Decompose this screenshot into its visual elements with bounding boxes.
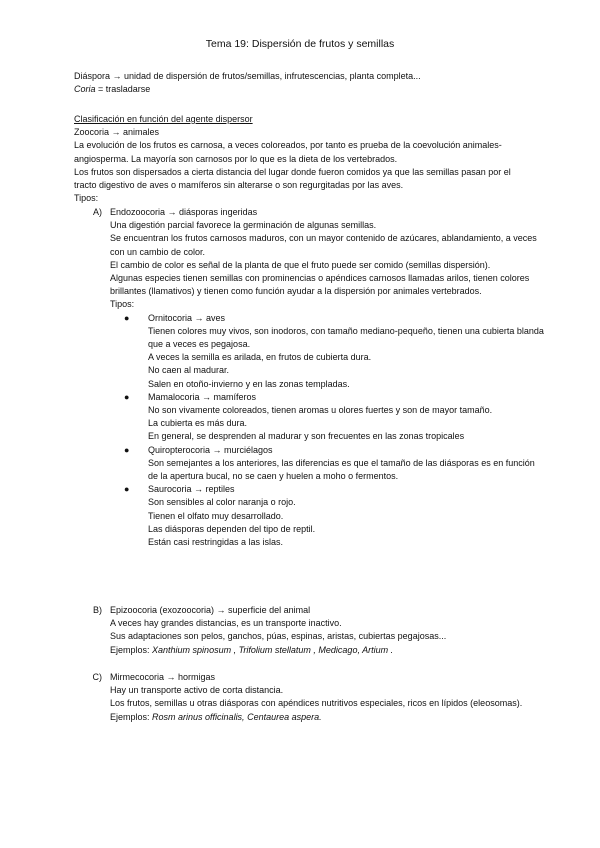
classification-heading: Clasificación en función del agente dispersor [74,114,253,124]
bullet-icon: ● [124,312,130,323]
examples-species: Xanthium spinosum , Trifolium stellatum , Medicago, Artium . [152,644,394,655]
section-b-examples [110,644,544,657]
bullet-icon: ● [124,484,130,495]
bullet-icon: ● [124,444,130,455]
bullet-quiropterocoria [110,444,544,484]
saurocoria-heading: Saurocoria → reptiles [148,484,235,495]
bullet-saurocoria [110,483,544,549]
bullet-mamalocoria [110,391,544,444]
saurocoria-line-2: Tienen el olfato muy desarrollado. [148,510,284,521]
saurocoria-line-4: Están casi restringidas a las islas. [148,537,284,548]
section-c-heading: Mirmecocoria → hormigas [110,672,216,682]
examples-label: Ejemplos: [110,644,153,655]
section-a-line-3: El cambio de color es señal de la planta de que el fruto puede ser comido (semillas dispersión). [110,259,491,270]
quiropterocoria-heading: Quiropterocoria → murciélagos [148,444,273,455]
classification-block [74,113,534,205]
ornitocoria-line-3: No caen al madurar. [148,365,230,376]
section-a-line-1: Una digestión parcial favorece la germinación de algunas semillas. [110,220,377,231]
intro-block [74,70,534,96]
section-b-line-2: Sus adaptaciones son pelos, ganchos, púas, espinas, aristas, cubiertas pegajosas... [110,631,447,642]
mamalocoria-line-3: En general, se desprenden al madurar y son frecuentes en las zonas tropicales [148,431,465,442]
section-c-letter: C) [92,672,102,682]
section-a [74,206,544,549]
coria-meaning: = trasladarse [95,84,151,95]
saurocoria-line-1: Son sensibles al color naranja o rojo. [148,497,296,508]
mamalocoria-line-2: La cubierta es más dura. [148,418,248,429]
section-b [74,604,544,657]
section-c-line-1: Hay un transporte activo de corta distancia. [110,685,284,696]
mamalocoria-heading: Mamalocoria → mamíferos [148,391,257,402]
section-c-line-2: Los frutos, semillas u otras diásporas con apéndices nutritivos especiales, ricos en lípidos (eleosomas). [110,698,523,709]
coria-definition [74,83,534,96]
mamalocoria-line-1: No son vivamente coloreados, tienen aromas u olores fuertes y son de mayor tamaño. [148,405,493,416]
section-a-tipos: Tipos: [110,299,135,310]
section-a-heading: Endozoocoria → diásporas ingeridas [110,207,258,217]
saurocoria-line-3: Las diásporas dependen del tipo de reptil. [148,523,316,534]
examples-label: Ejemplos: [110,711,153,722]
bullet-icon: ● [124,391,130,402]
ornitocoria-line-2: A veces la semilla es arilada, en frutos de cubierta dura. [148,352,372,363]
section-b-letter: B) [93,605,102,615]
ornitocoria-heading: Ornitocoria → aves [148,312,226,323]
section-c [74,671,544,724]
section-a-letter: A) [93,207,102,217]
tipos-label: Tipos: [74,193,99,204]
examples-species: Rosm arinus officinalis, Centaurea aspera. [152,711,322,722]
zoocoria-paragraph-1: La evolución de los frutos es carnosa, a veces coloreados, por tanto es prueba de la coevolución animales-angiosperma. La mayoría son carnosos por lo que es la dieta de los vertebrados. [74,140,502,164]
section-b-line-1: A veces hay grandes distancias, es un transporte inactivo. [110,618,342,629]
quiropterocoria-line-1: Son semejantes a los anteriores, las diferencias es que el tamaño de las diásporas es en función de la apertura bucal, no se caen y huelen a moho o fermentos. [148,457,535,482]
ornitocoria-line-1: Tienen colores muy vivos, son inodoros, con tamaño mediano-pequeño, tienen una cubierta blanda que a veces es pegajosa. [148,325,544,350]
diaspora-definition: Diáspora → unidad de dispersión de frutos/semillas, infrutescencias, planta completa... [74,71,421,81]
ornitocoria-line-4: Salen en otoño-invierno y en las zonas templadas. [148,378,350,389]
section-a-line-4: Algunas especies tienen semillas con prominencias o apéndices carnosos llamadas arilos, tienen colores brillantes (llamativos) y tienen como función ayudar a la dispersión por animales vertebrados. [110,273,530,297]
section-b-heading: Epizoocoria (exozoocoria) → superficie del animal [110,605,311,615]
zoocoria-line: Zoocoria → animales [74,127,160,138]
page-title: Tema 19: Dispersión de frutos y semillas [205,38,395,50]
bullet-ornitocoria [110,312,544,391]
section-a-line-2: Se encuentran los frutos carnosos maduros, con un mayor contenido de azúcares, ablandamiento, a veces con un cambio de color. [110,233,537,257]
section-c-examples [110,711,544,724]
coria-term: Coria [74,84,96,95]
zoocoria-paragraph-2: Los frutos son dispersados a cierta distancia del lugar donde fueron comidos ya que las semillas pasan por el tracto digestivo de aves o mamíferos sin alterarse o son regurgitadas por las aves. [74,166,511,191]
